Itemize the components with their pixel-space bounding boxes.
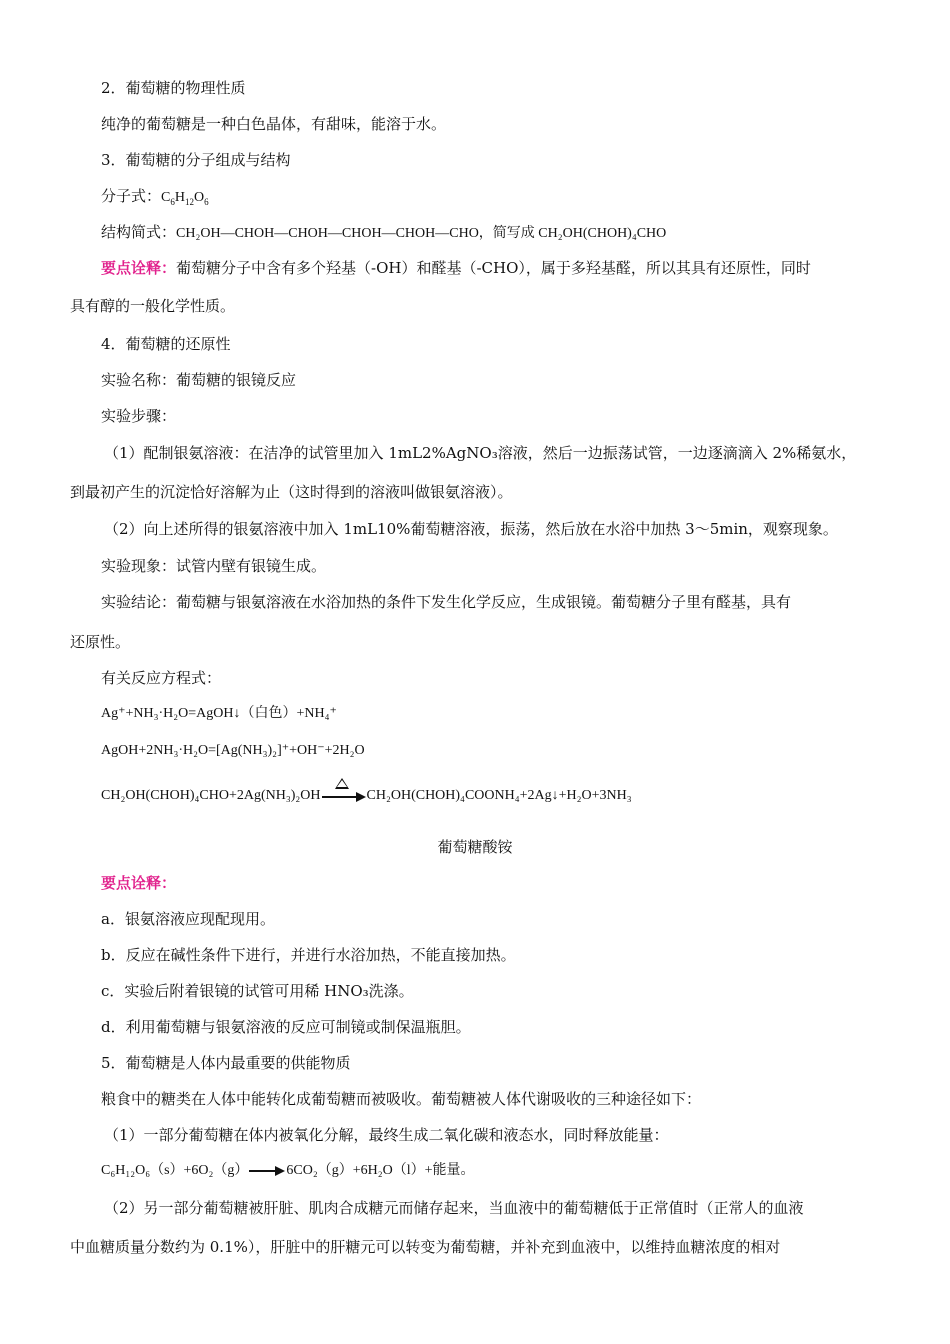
equation-3 xyxy=(101,786,632,806)
note-c: c．实验后附着银镜的试管可用稀 HNO₃洗涤。 xyxy=(101,982,414,1000)
key-point-label: 要点诠释： xyxy=(101,259,177,277)
key-point-text: 葡萄糖分子中含有多个羟基（-OH）和醛基（-CHO），属于多羟基醛，所以其具有还原性，同时 xyxy=(176,259,811,277)
formula-label: 分子式： xyxy=(101,187,162,205)
experiment-steps-label: 实验步骤： xyxy=(101,407,177,425)
equation-3-products: CH₂OH(CHOH)₄COONH₄+2Ag↓+H₂O+3NH₃ xyxy=(366,788,632,803)
equation-2: AgOH+2NH₃·H₂O=[Ag(NH₃)₂]⁺+OH⁻+2H₂O xyxy=(101,743,365,758)
note-b: b．反应在碱性条件下进行，并进行水浴加热，不能直接加热。 xyxy=(101,946,516,964)
product-name: 葡萄糖酸铵 xyxy=(437,838,513,856)
section-3-title: 3．葡萄糖的分子组成与结构 xyxy=(101,151,291,169)
note-d: d．利用葡萄糖与银氨溶液的反应可制镜或制保温瓶胆。 xyxy=(101,1018,471,1036)
molecular-formula xyxy=(101,186,209,208)
section-2-title: 2．葡萄糖的物理性质 xyxy=(101,79,246,97)
step-2: （2）向上述所得的银氨溶液中加入 1mL10%葡萄糖溶液，振荡，然后放在水浴中加热 3～5min，观察现象。 xyxy=(104,520,838,538)
pathway-2-continued: 中血糖质量分数约为 0.1%），肝脏中的肝糖元可以转变为葡萄糖，并补充到血液中，以维持血糖浓度的相对 xyxy=(70,1238,781,1256)
pathway-1: （1）一部分葡萄糖在体内被氧化分解，最终生成二氧化碳和液态水，同时释放能量： xyxy=(104,1126,669,1144)
key-point-1 xyxy=(101,258,811,278)
equation-3-reactants: CH₂OH(CHOH)₄CHO+2Ag(NH₃)₂OH xyxy=(101,788,321,803)
section-2-body: 纯净的葡萄糖是一种白色晶体，有甜味，能溶于水。 xyxy=(101,115,447,133)
equations-title: 有关反应方程式： xyxy=(101,669,222,687)
section-5-title: 5．葡萄糖是人体内最重要的供能物质 xyxy=(101,1054,351,1072)
equation-4-reactants: C₆H₁₂O₆（s）+6O₂（g） xyxy=(101,1163,249,1178)
formula-value: $C_6H_{12}O_6$ xyxy=(161,190,209,207)
section-4-title: 4．葡萄糖的还原性 xyxy=(101,335,231,353)
step-1: （1）配制银氨溶液：在洁净的试管里加入 1mL2%AgNO₃溶液，然后一边振荡试管，一边逐滴滴入 2%稀氨水， xyxy=(104,444,857,462)
section-5-body: 粮食中的糖类在人体中能转化成葡萄糖而被吸收。葡萄糖被人体代谢吸收的三种途径如下： xyxy=(101,1090,702,1108)
note-a: a．银氨溶液应现配现用。 xyxy=(101,910,275,928)
reaction-arrow-icon xyxy=(249,1165,285,1177)
key-point-1-continued: 具有醇的一般化学性质。 xyxy=(70,297,236,315)
struct-label: 结构简式： xyxy=(101,223,177,241)
step-1-continued: 到最初产生的沉淀恰好溶解为止（这时得到的溶液叫做银氨溶液）。 xyxy=(70,483,513,501)
experiment-conclusion-continued: 还原性。 xyxy=(70,633,131,651)
equation-1: Ag⁺+NH₃·H₂O=AgOH↓（白色）+NH₄⁺ xyxy=(101,706,337,721)
struct-chain: CH₂OH—CHOH—CHOH—CHOH—CHOH—CHO，简写成 CH₂OH(CHOH)₄CHO xyxy=(176,226,667,241)
pathway-2: （2）另一部分葡萄糖被肝脏、肌肉合成糖元而储存起来，当血液中的葡萄糖低于正常值时（正常人的血液 xyxy=(104,1199,804,1217)
equation-4 xyxy=(101,1161,475,1181)
experiment-phenomenon: 实验现象：试管内壁有银镜生成。 xyxy=(101,557,327,575)
experiment-conclusion: 实验结论：葡萄糖与银氨溶液在水浴加热的条件下发生化学反应，生成银镜。葡萄糖分子里有醛基，具有 xyxy=(101,593,792,611)
equation-4-products: 6CO₂（g）+6H₂O（l）+能量。 xyxy=(286,1163,475,1178)
key-point-2-label: 要点诠释： xyxy=(101,874,177,892)
experiment-name: 实验名称：葡萄糖的银镜反应 xyxy=(101,371,297,389)
structural-formula xyxy=(101,222,666,244)
heating-arrow-icon xyxy=(322,789,366,803)
